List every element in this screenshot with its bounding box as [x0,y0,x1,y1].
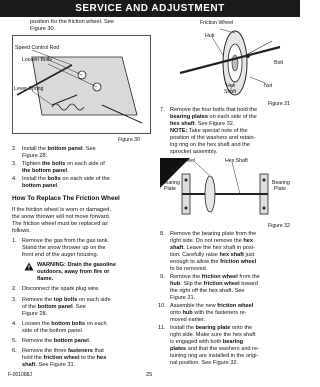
step-9-line-4: Figure 31. [170,295,196,301]
document-code: F-001088J [8,372,32,378]
step-11-number: 11. [158,325,166,331]
step-2-number: 2. [12,146,17,152]
step-3-text: Tighten the bolts on each side of [22,161,105,167]
step-3b-line-3: Figure 28. [22,311,48,317]
label-friction-wheel-31: Friction Wheel [200,20,234,26]
header-title: SERVICE AND ADJUSTMENT [75,3,225,14]
para-line-2: the snow thrower will not move forward. [12,214,111,220]
step-11-line-5: taining ring are installed in the origi- [170,353,259,359]
step-4-text: Install the bolts on each side of the [22,176,110,182]
para-line-3: The friction wheel must be replaced as [12,221,108,227]
step-10-line-3: moved earlier. [170,317,206,323]
step-8-line-6: to be removed. [170,266,208,272]
step-7-note-2: position of the washers and retain- [170,135,256,141]
step-5-line-1: Remove the bottom panel. [22,338,91,344]
step-7-note-3: ing ring on the hex shaft and the [170,142,250,148]
step-6-line-2: hold the friction wheel to the hex [22,355,107,361]
step-8-number: 8. [160,231,165,237]
step-9-line-1: Remove the friction wheel from the [170,274,260,280]
step-2b-line-1: Disconnect the spark plug wire. [22,286,100,292]
step-2b-number: 2. [12,286,17,292]
step-7-note-4: sprocket assembly. [170,149,218,155]
label-hex-shaft: Hex Shaft [225,158,248,164]
step-2-text: Install the bottom panel. See [22,146,96,152]
label-bolt: Bolt [274,60,283,66]
figure-30-caption: Figure 30 [118,137,140,143]
section-header [0,0,300,17]
step-3b-line-1: Remove the top bolts on each side [22,297,111,303]
label-nut: Nut [264,83,273,89]
warning-line-2: outdoors, away from fire or [37,269,110,275]
intro-line-1: position for the friction wheel. See [30,19,114,25]
warning-line-3: flame. [37,276,54,282]
figure-32-illustration [160,158,290,226]
step-8-line-3: shaft. Leave the hex shaft in posi- [170,245,255,251]
step-1-line-2: Stand the snow thrower up on the [22,245,106,251]
step-11-line-4: plates and that the washers and re- [170,346,259,352]
para-line-1: If the friction wheel is worn or damaged, [12,207,111,213]
label-plate-left: Plate [164,186,176,192]
intro-line-2: Figure 30. [30,26,56,32]
step-9-number: 9. [160,274,165,280]
step-3-text-2: the bottom panel. [22,168,69,174]
section-title: How To Replace The Friction Wheel [12,195,120,202]
label-lever-spring: Lever Spring [14,86,44,92]
step-3-number: 3. [12,161,17,167]
step-7-line-1: Remove the four bolts that hold the [170,107,258,113]
step-6-line-1: Remove the three fasteners that [22,348,104,354]
step-4b-line-2: side of the bottom panel. [22,328,84,334]
warning-icon [24,262,34,271]
label-bearing-left: Bearing [162,180,180,186]
step-11-line-2: right side. Make sure the hex shaft [170,332,256,338]
para-line-4: follows. [12,228,31,234]
step-4b-number: 4. [12,321,17,327]
label-friction-wheel-32: Friction Wheel [162,158,196,164]
step-1-number: 1. [12,238,17,244]
label-loosen-bolts: Loosen Bolts [22,57,52,63]
step-5-number: 5. [12,338,17,344]
step-3b-line-2: of the bottom panel. See [22,304,86,310]
label-hex: Hex [226,83,236,89]
label-hub: Hub [205,33,215,39]
step-7-number: 7. [160,107,165,113]
step-9-line-3: the right off the hex shaft. See [170,288,245,294]
step-8-line-1: Remove the bearing plate from the [170,231,257,237]
step-8-line-4: tion. Carefully raise hex shaft just [170,252,255,258]
label-speed-control-rod: Speed Control Rod [15,45,60,51]
label-shaft: Shaft [224,89,237,95]
label-bearing-right: Bearing [272,180,290,186]
step-4b-line-1: Loosen the bottom bolts on each [22,321,107,327]
step-2-text-2: Figure 28. [22,153,48,159]
step-4-number: 4. [12,176,17,182]
step-1-line-3: front end of the auger housing. [22,252,99,258]
step-10-line-1: Assemble the new friction wheel [170,303,254,309]
step-1-line-1: Remove the gas from the gas tank. [22,238,110,244]
step-8-line-2: right side. Do not remove the hex [170,238,254,244]
step-8-line-5: enough to allow the friction wheel [170,259,257,265]
step-11-line-1: Install the bearing plate onto the [170,325,253,331]
warning-line-1: WARNING: Drain the gasoline [37,262,116,268]
step-11-line-6: nal position. See Figure 32. [170,360,239,366]
step-7-note-1: NOTE: Take special note of the [170,128,248,134]
step-9-line-2: hub. Slip the friction wheel toward [170,281,258,287]
step-11-line-3: is engaged with both bearing [170,339,244,345]
step-6-line-3: shaft. See Figure 31. [22,362,76,368]
step-6-number: 6. [12,348,17,354]
step-7-line-3: hex shaft. See Figure 32. [170,121,235,127]
step-7-line-2: bearing plates on each side of the [170,114,257,120]
step-10-line-2: onto hub with the fasteners re- [170,310,247,316]
step-10-number: 10. [158,303,166,309]
figure-31-caption: Figure 31 [268,101,290,107]
step-4-text-2: bottom panel. [22,183,59,189]
figure-32-caption: Figure 32 [268,223,290,229]
step-3b-number: 3. [12,297,17,303]
page-number: 25 [146,372,153,378]
label-plate-right: Plate [274,186,286,192]
